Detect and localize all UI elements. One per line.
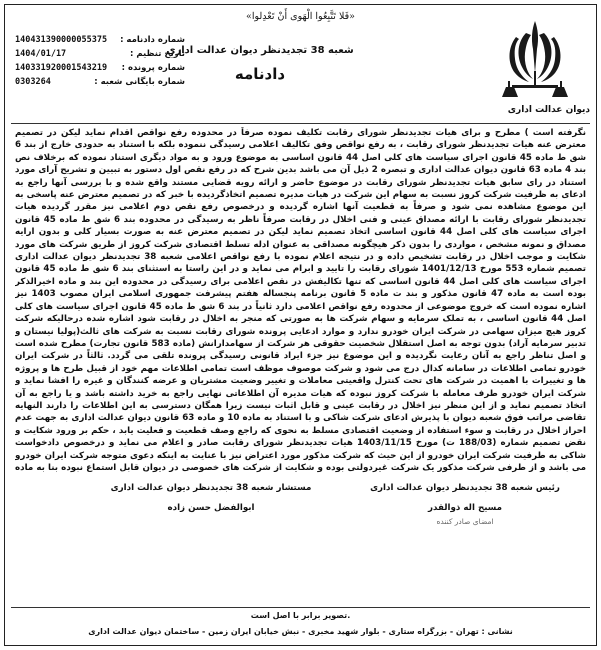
meta-label: شماره بایگانی شعبه : bbox=[94, 77, 185, 87]
department-label: دیوان عدالت اداری bbox=[507, 105, 590, 115]
letterhead bbox=[5, 5, 596, 123]
meta-value: 140331920001543219 bbox=[15, 63, 108, 73]
branch-title: شعبه 38 تجدیدنظر دیوان عدالت اداری bbox=[166, 45, 354, 56]
signature-chief bbox=[350, 483, 580, 526]
meta-value: 140431390000055375 bbox=[15, 35, 108, 45]
signature-title: مستشار شعبه 38 تجدیدنظر دیوان عدالت اداری bbox=[110, 483, 312, 493]
verdict-body-text: نگرفته است ) مطرح و برای هیات تجدیدنظر شورای رقابت تکلیف نموده صرفاً در محدوده رفع نواقص اقدام نماید لیکن در تصمیم معترض عنه هیات تجدیدنظر شورای رقابت ، به رفع نواقص وفق تکالیف اعلامی رسیدگی ننموده بلکه با استناد به حدودی خارج از بند 6 شق ط ماده 45 قانون اجرای سیاست های کلی اصل 44 قانون اساسی به موضوع ورود و به مواد دیگری استناد نموده که برخلاف نص بند 4 ماده 63 قانون دیوان عدالت اداری و تبصره 2 ذیل آن می باشد بدین شرح که در رفع نقص اول دستور به تبیین و تشریح آرای مورد استناد در رای سابق هیات تجدیدنظر شورای رقابت در موضوع حاضر و ارائه رویه قضایی مستند واقع شده و با بررسی آنها راجع به ادعای به ظرفیت شرکت کروز نسبت به سهام این شرکت در هیات مدیره تصمیم اتخاذگردیده با خبر که در تصمیم معترض عنه پاسخی به این موضوع مشاهده نمی شود و صرفاً به قطعیت آنها اشاره گردیده و درخصوص رفع نقص دوم اعلامی نیز مقرر گردیده هیات تجدیدنظر شورای رقابت با ارائه مصداق عینی و فنی اخلال در رقابت صرفاً ناظر به رسیدگی در محدوده بند 6 شق ط ماده 45 قانون اجرای سیاست های کلی اصل 44 قانون اساسی اتخاذ تصمیم نماید لیکن در تصمیم معترض عنه به صورت بسیار کلی و بدون ارایه مصداق و نمونه مشخص ، مواردی را بدون ذکر هیچگونه مصداقی به عنوان ادله تسلط اقتصادی شرکت کروز از طریق شرکت های مورد شکایت و موجب اخلال در رقابت تشخیص داده و در نتیجه اعلام نموده با رفع نواقص اعلامی شعبه 38 تجدیدنظر دیوان عدالت اداری تصمیم شماره 553 مورخ 1401/12/13 شورای رقابت را تایید و ابرام می نماید و در این راستا به استثنای بند 6 شق ط ماده 45 قانون اجرای سیاست های کلی اصل 44 قانون اساسی که تنها تکالیفش در نقص اعلامی برای رسیدگی در محدوده این بند و ماده اخیرالذکر بوده است به ماده 47 قانون مذکور و بند ت ماده 5 قانون برنامه پنجساله هفتم پیشرفت جمهوری اسلامی ایران مصوب 1403 نیز اشاره نموده است که خروج موضوعی از محدوده رفع نواقص اعلامی دارد ثانیاً در بند 6 شق ط ماده 45 قانون اجرای سیاست های کلی اصل 44 قانون اساسی ، به تملک سرمایه و سهام شرکت ها به صورتی که منجر به اخلال در رقابت شود اشاره شده درحالیکه شرکت کروز هیچ میزان سهامی در شرکت ایران خودرو ندارد و موارد ادعایی پرونده شورای رقابت نسبت به شرکت های ثالث(پولیا نیستان و تدبیر سرمایه آراد) بدون توجه به اصل استقلال شخصیت حقوقی هر شرکت از سهامدارانش (ماده 583 قانون تجارت) مطرح شده است و اصل تناظر راجع به آنان رعایت نگردیده و این موضوع نیز جزء ایراد قانونی رسیدگی پرونده تلقی می گردد. ثالثاً در شرکت ایران خودرو تمامی اطلاعات در سامانه کدال درج می شود و شرکت موصوف موظف است تمامی اطلاعات مهم خود از قبیل طرح ها و پروژه ها و تغییرات با اهمیت در شرکت های تحت کنترل واقعیتی معاملات و تغییر وضعیت مشتریان و عرضه کنندگان و غیره را افشا نماید و شرکت ایران خودرو طرف معامله با شرکت کروز نبوده که هیات مدیره آن اطلاعاتی نهایی راجع به خرید داشته باشد و یا راجع به آن اتخاذ تصمیم نماید و از این منظر نیز اخلال در رقابت عینی و قابل اثبات نیست زیرا همگان دسترسی به این اطلاعات را دارند النهایه تقاضی مراتب فوق شعبه دیوان با پذیرش ادعای شرکت شاکی و با استناد به ماده 10 و ماده 63 قانون دیوان عدالت اداری به جهت عدم احراز اخلال در رقابت و سوء استفاده از وضعیت اقتصادی مسلط به نحوی که راجع وصف قطعیت و فعلیت یابد ، حکم بر ورود شکایت و نقض تصمیم شماره (188/03 ت) مورخ 1403/11/15 هیات تجدیدنظر شورای رقابت صادر و اعلام می نماید و درخصوص دادخواست شاکی به طرفیت شرکت ایران خودرو از این حیث که شرکت مذکور مورد اعتراض نیز با عنایت به اینکه دعوی متوجه شرکت ایران خودرو می باشد و از طرفی شرکت مذکور یک شرکت غیردولتی بوده و شکایت از شرکت های خصوصی در دیوان قابل استماع نبوده بنا به ماده bbox=[15, 128, 586, 473]
signature-name: مسیح اله ذوالقدر bbox=[428, 503, 502, 513]
iran-emblem-icon bbox=[498, 15, 572, 101]
footer-address: نشانی : تهران - بزرگراه ستاری - بلوار شهید مخبری - نبش خیابان ایران زمین - ساختمان دیوان عدالت اداری bbox=[88, 627, 513, 636]
meta-label: شماره پرونده : bbox=[121, 63, 185, 73]
footer-divider bbox=[11, 607, 590, 608]
signature-counsel bbox=[96, 483, 326, 513]
signature-block bbox=[15, 483, 586, 593]
signature-note: امضای صادر کننده bbox=[436, 517, 494, 526]
meta-value: 0303264 bbox=[15, 77, 51, 87]
signature-name: ابوالفضل حسن زاده bbox=[167, 503, 255, 513]
meta-label: تاریخ تنظیم : bbox=[130, 49, 185, 59]
document-meta bbox=[15, 33, 185, 89]
meta-verdict-number bbox=[15, 33, 185, 47]
meta-archive-number bbox=[15, 75, 185, 89]
signature-title: رئیس شعبه 38 تجدیدنظر دیوان عدالت اداری bbox=[370, 483, 560, 493]
copy-certification: تصویر برابر با اصل است. bbox=[250, 611, 351, 620]
document-page bbox=[4, 4, 597, 646]
meta-date bbox=[15, 47, 185, 61]
document-title: دادنامه bbox=[234, 65, 286, 83]
meta-value: 1404/01/17 bbox=[15, 49, 67, 59]
meta-case-number bbox=[15, 61, 185, 75]
header-verse: «فَلا تَتَّبِعُوا الْهَوی أَنْ تَعْدِلوا» bbox=[246, 11, 355, 22]
header-divider bbox=[11, 123, 590, 124]
meta-label: شماره دادنامه : bbox=[120, 35, 185, 45]
